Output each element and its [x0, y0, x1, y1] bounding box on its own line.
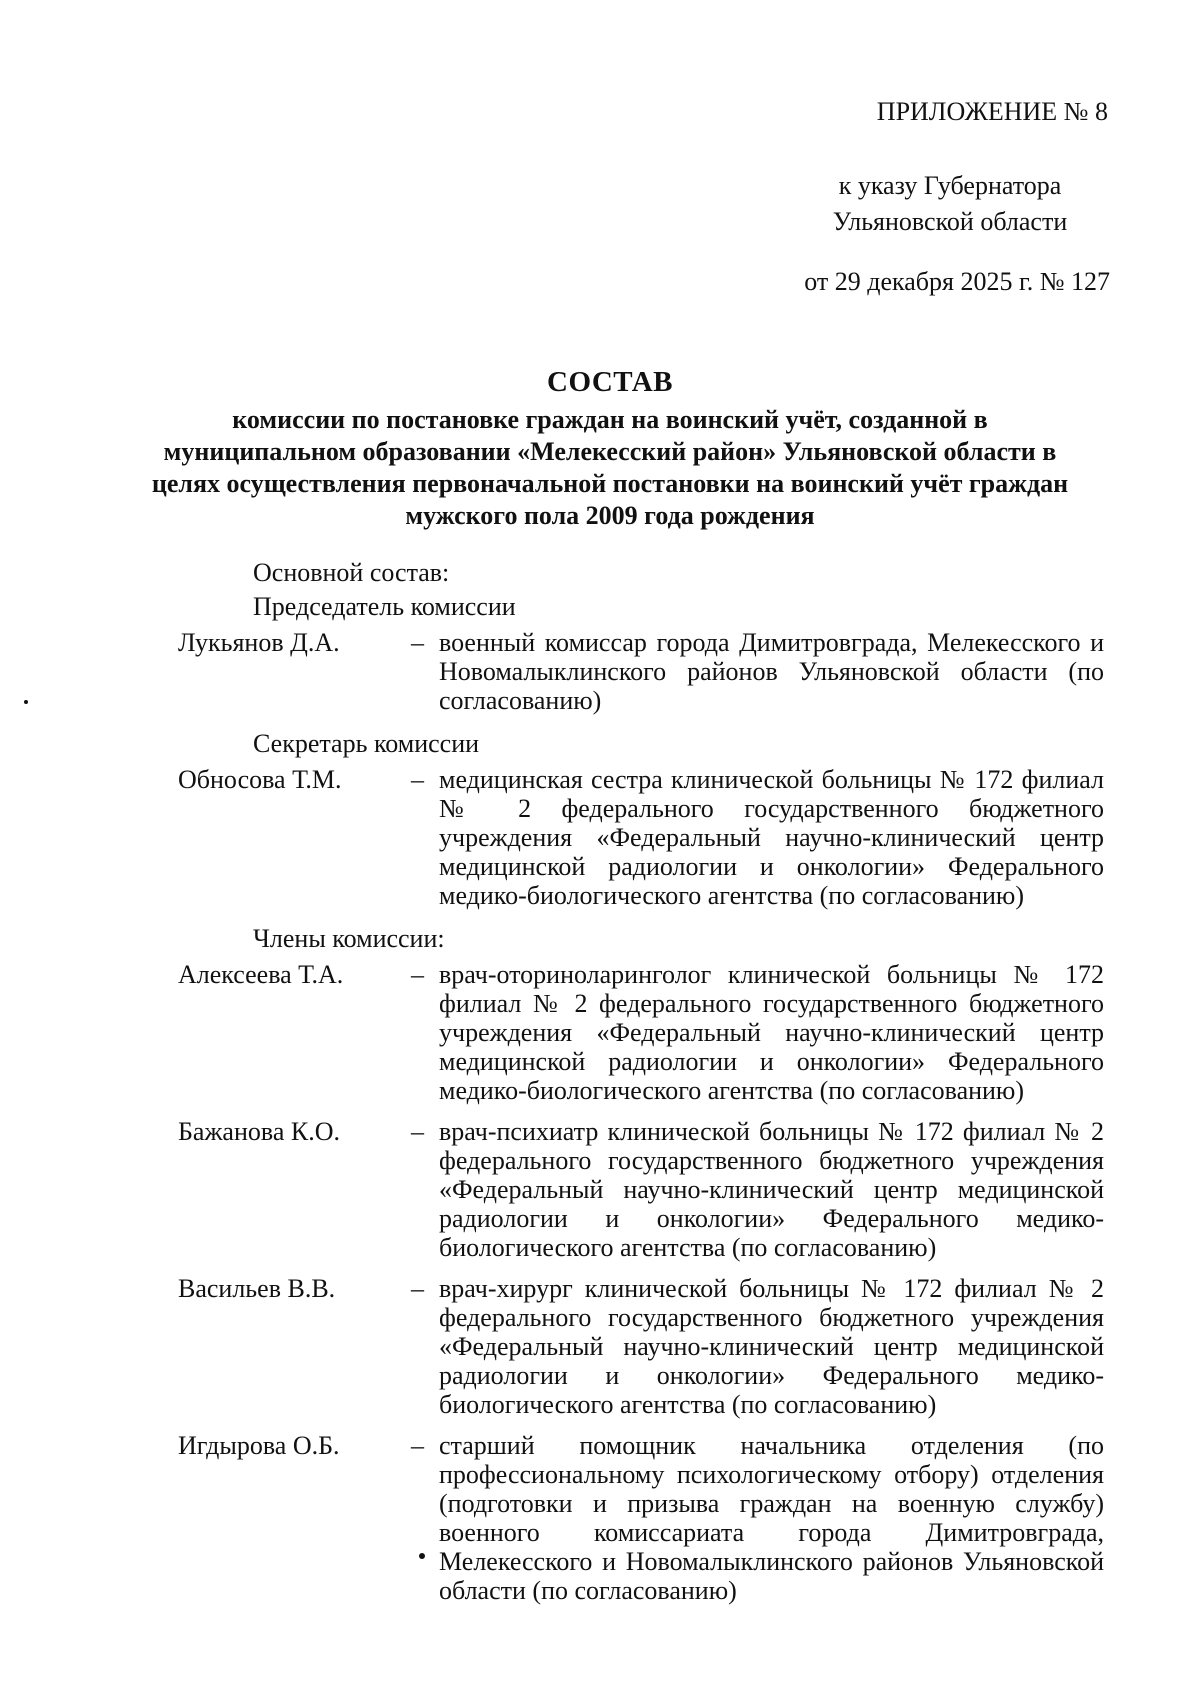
appendix-label: ПРИЛОЖЕНИЕ № 8 — [876, 97, 1108, 126]
member-name: Васильев В.В. — [178, 1274, 336, 1303]
appendix-region: Ульяновской области — [832, 207, 1068, 236]
dash-separator: – — [411, 765, 424, 794]
member-description: врач-оториноларинголог клинической больницы № 172 филиал № 2 федерального государственного бюджетного учреждения «Федеральный научно-клинический центр медицинской радиологии и онкологии» Федерального медико-биологического агентства (по согласованию) — [439, 960, 1104, 1105]
member-description: старший помощник начальника отделения (по профессиональному психологическому отбору) отделения (подготовки и призыва граждан на военную службу) военного комиссариата города Димитровграда, Мелекесского и Новомалыклинского районов Ульяновской области (по согласованию) — [439, 1431, 1104, 1605]
member-row — [178, 1431, 1168, 1605]
commission-list — [178, 556, 1168, 1617]
title-heading: СОСТАВ — [547, 366, 673, 398]
member-description: медицинская сестра клинической больницы № 172 филиал № 2 федерального государственного бюджетного учреждения «Федеральный научно-клинический центр медицинской радиологии и онкологии» Федерального медико-биологического агентства (по согласованию) — [439, 765, 1104, 910]
member-name: Игдырова О.Б. — [178, 1431, 340, 1460]
title-subtitle: комиссии по постановке граждан на воинский учёт, созданной в муниципальном образовании «Мелекесский район» Ульяновской области в целях осуществления первоначальной постановки на воинский учёт граждан мужского пола 2009 года рождения — [151, 405, 1069, 530]
member-description: врач-хирург клинической больницы № 172 филиал № 2 федерального государственного бюджетного учреждения «Федеральный научно-клинический центр медицинской радиологии и онкологии» Федерального медико-биологического агентства (по согласованию) — [439, 1274, 1104, 1419]
member-row-secretary — [178, 765, 1168, 910]
member-description: военный комиссар города Димитровграда, Мелекесского и Новомалыклинского районов Ульяновской области (по согласованию) — [439, 628, 1104, 715]
appendix-date-number: от 29 декабря 2025 г. № 127 — [804, 267, 1110, 296]
appendix-header — [600, 94, 1110, 300]
section-members: Члены комиссии: — [253, 924, 445, 953]
dash-separator: – — [411, 1431, 424, 1460]
scan-speck — [24, 700, 28, 704]
section-secretary: Секретарь комиссии — [253, 729, 480, 758]
document-title — [150, 362, 1070, 532]
dash-separator: – — [411, 628, 424, 657]
member-name: Обносова Т.М. — [178, 765, 342, 794]
member-description: врач-психиатр клинической больницы № 172 филиал № 2 федерального государственного бюджетного учреждения «Федеральный научно-клинический центр медицинской радиологии и онкологии» Федерального медико-биологического агентства (по согласованию) — [439, 1117, 1104, 1262]
dash-separator: – — [411, 960, 424, 989]
member-row — [178, 1117, 1168, 1262]
member-row-chair — [178, 628, 1168, 715]
appendix-to-decree: к указу Губернатора — [838, 171, 1062, 200]
member-row — [178, 960, 1168, 1105]
member-name: Лукьянов Д.А. — [178, 628, 340, 657]
dash-separator: – — [411, 1274, 424, 1303]
section-chair: Председатель комиссии — [253, 592, 516, 621]
section-main: Основной состав: — [253, 558, 450, 587]
member-row — [178, 1274, 1168, 1419]
member-name: Алексеева Т.А. — [178, 960, 344, 989]
scan-speck — [419, 1553, 425, 1559]
dash-separator: – — [411, 1117, 424, 1146]
member-name: Бажанова К.О. — [178, 1117, 340, 1146]
